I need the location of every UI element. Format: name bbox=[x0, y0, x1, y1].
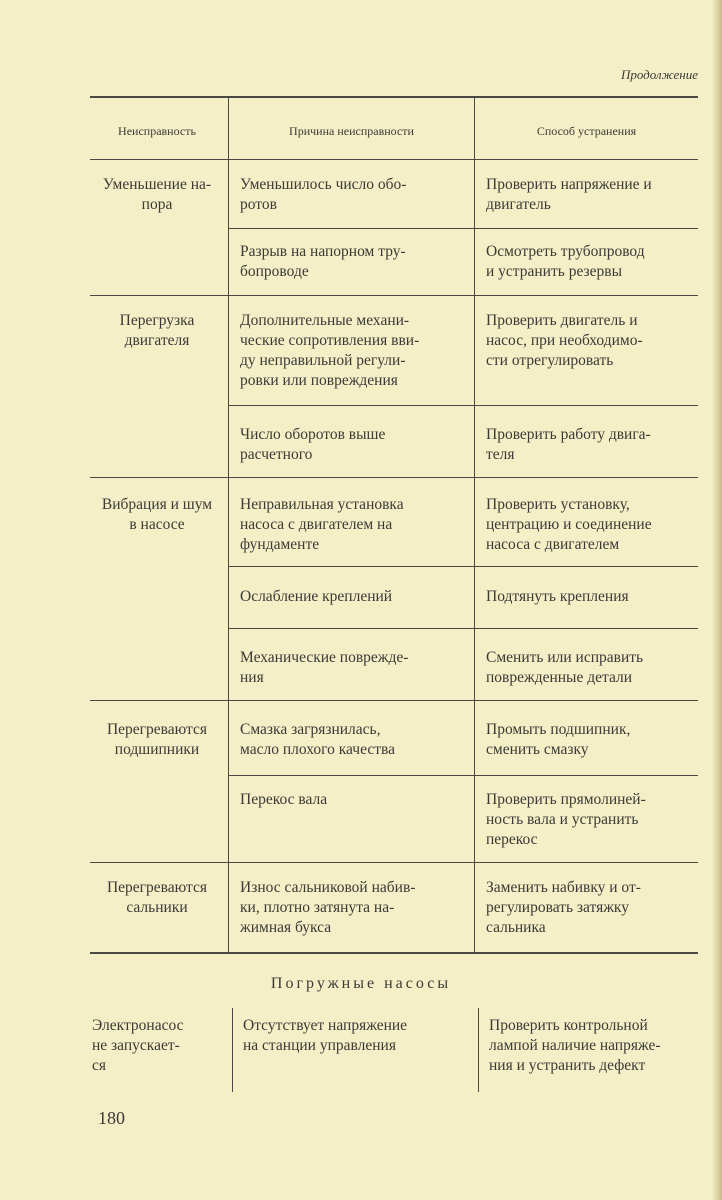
header-bottom-rule bbox=[90, 159, 698, 160]
cause-cell: Неправильная установка насоса с двигателем на фундаменте bbox=[240, 496, 404, 553]
row-divider bbox=[229, 628, 698, 629]
section-title: Погружные насосы bbox=[270, 975, 452, 992]
group-divider bbox=[90, 700, 698, 701]
cause-cell: Износ сальниковой набив- ки, плотно затянута на- жимная букса bbox=[240, 879, 416, 936]
page-edge-shadow bbox=[712, 0, 722, 1200]
cause-cell: Дополнительные механи- ческие сопротивления вви- ду неправильной регули- ровки или повреждения bbox=[240, 312, 420, 389]
table-bottom-rule bbox=[90, 952, 698, 954]
remedy-cell: Проверить напряжение и двигатель bbox=[486, 176, 652, 213]
cause-cell: Смазка загрязнилась, масло плохого качества bbox=[240, 721, 395, 758]
header-remedy: Способ устранения bbox=[536, 124, 637, 138]
fault-cell: Перегреваются подшипники bbox=[106, 721, 208, 758]
cause-cell: Уменьшилось число обо- ротов bbox=[240, 176, 407, 213]
column-divider bbox=[228, 98, 229, 952]
cause-cell: Отсутствует напряжение на станции управления bbox=[243, 1017, 408, 1054]
continuation-label: Продолжение bbox=[620, 67, 698, 82]
cause-cell: Ослабление креплений bbox=[240, 588, 393, 605]
remedy-cell: Проверить прямолиней- ность вала и устранить перекос bbox=[486, 791, 646, 848]
group-divider bbox=[90, 862, 698, 863]
cause-cell: Перекос вала bbox=[240, 791, 328, 808]
fault-cell: Перегреваются сальники bbox=[106, 879, 208, 916]
table-top-rule bbox=[90, 96, 698, 98]
fault-cell: Уменьшение на- пора bbox=[102, 176, 212, 213]
remedy-cell: Сменить или исправить поврежденные детали bbox=[486, 649, 644, 686]
row-divider bbox=[229, 566, 698, 567]
group-divider bbox=[90, 295, 698, 296]
row-divider bbox=[229, 775, 698, 776]
cause-cell: Разрыв на напорном тру- бопроводе bbox=[240, 243, 406, 280]
column-divider bbox=[478, 1008, 479, 1092]
header-fault: Неисправность bbox=[118, 124, 196, 138]
remedy-cell: Осмотреть трубопровод и устранить резервы bbox=[486, 243, 645, 280]
header-cause: Причина неисправности bbox=[289, 124, 414, 138]
remedy-cell: Заменить набивку и от- регулировать затяжку сальника bbox=[486, 879, 641, 936]
fault-cell: Перегрузка двигателя bbox=[119, 312, 195, 349]
remedy-cell: Проверить работу двига- теля bbox=[486, 426, 651, 463]
remedy-cell: Проверить контрольной лампой наличие напряже- ния и устранить дефект bbox=[489, 1017, 661, 1074]
page-number: 180 bbox=[98, 1108, 125, 1128]
row-divider bbox=[229, 405, 698, 406]
cause-cell: Механические поврежде- ния bbox=[240, 649, 409, 686]
remedy-cell: Проверить установку, центрацию и соединение насоса с двигателем bbox=[486, 496, 652, 553]
remedy-cell: Подтянуть крепления bbox=[486, 588, 629, 605]
group-divider bbox=[90, 477, 698, 478]
fault-cell: Вибрация и шум в насосе bbox=[101, 496, 213, 533]
column-divider bbox=[474, 98, 475, 952]
remedy-cell: Промыть подшипник, сменить смазку bbox=[486, 721, 631, 758]
fault-cell: Электронасос не запускает- ся bbox=[92, 1017, 184, 1074]
remedy-cell: Проверить двигатель и насос, при необходимо- сти отрегулировать bbox=[486, 312, 643, 369]
cause-cell: Число оборотов выше расчетного bbox=[240, 426, 386, 463]
row-divider bbox=[229, 228, 698, 229]
column-divider bbox=[232, 1008, 233, 1092]
